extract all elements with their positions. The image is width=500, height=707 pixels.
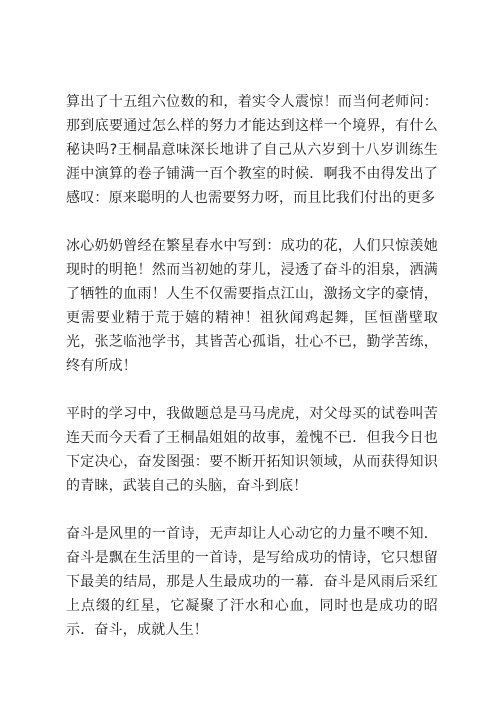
paragraph-1: 算出了十五组六位数的和，着实令人震惊！而当何老师问：那到底要通过怎么样的努力才能达到这样一个境界，有什么秘诀吗?王桐晶意味深长地讲了自己从六岁到十八岁训练生涯中演算的卷子铺满一百个教室的时候．啊我不由得发出了感叹：原来聪明的人也需要努力呀，而且比我们付出的更多 <box>66 94 438 206</box>
document-page <box>66 90 438 642</box>
paragraph-3: 平时的学习中，我做题总是马马虎虎，对父母买的试卷叫苦连天而今天看了王桐晶姐姐的故事，羞愧不已．但我今日也下定决心，奋发图强：要不断开拓知识领域，从而获得知识的青睐，武装自己的头脑，奋斗到底！ <box>66 406 438 494</box>
paragraph-2: 冰心奶奶曾经在繁星春水中写到：成功的花，人们只惊羡她现时的明艳！然而当初她的芽儿，浸透了奋斗的泪泉，洒满了牺牲的血雨！人生不仅需要指点江山，激扬文字的豪情，更需要业精于荒于嬉的精神！祖狄闻鸡起舞，匡恒凿壁取光，张芝临池学书，其皆苦心孤诣，壮心不已，勤学苦练，终有所成！ <box>66 238 438 374</box>
paragraph-4: 奋斗是风里的一首诗，无声却让人心动它的力量不噢不知．奋斗是飘在生活里的一首诗，是写给成功的情诗，它只想留下最美的结局，那是人生最成功的一幕．奋斗是风雨后采红上点缀的红星，它凝聚了汗水和心血，同时也是成功的昭示．奋斗，成就人生！ <box>66 526 438 638</box>
